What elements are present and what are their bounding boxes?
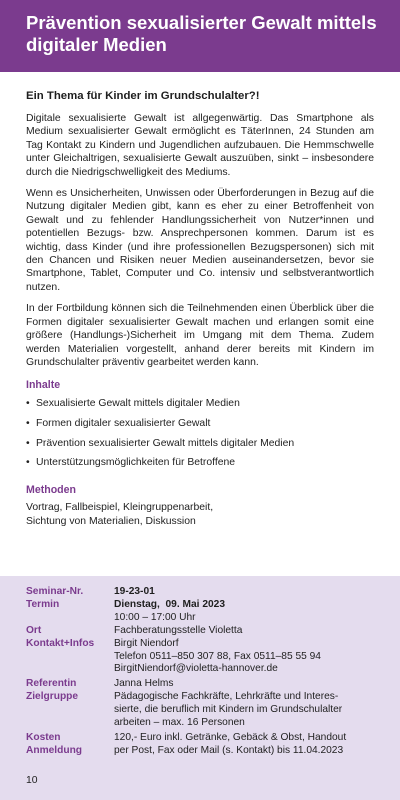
kontakt-value (114, 638, 378, 677)
methoden-heading: Methoden (26, 483, 77, 496)
info-row-zielgruppe (26, 691, 378, 730)
inhalte-list (26, 397, 374, 470)
referentin-label: Referentin (26, 678, 77, 690)
termin-value (114, 599, 378, 625)
zielgruppe-label: Zielgruppe (26, 691, 79, 703)
list-item: • Prävention sexualisierter Gewalt mittels digitaler Medien (26, 437, 374, 450)
info-box (0, 576, 400, 800)
kontakt-label: Kontakt+Infos (26, 637, 95, 649)
methoden-line-1: Vortrag, Fallbeispiel, Kleingruppenarbeit, (26, 502, 214, 514)
zielgruppe-line-2: sierte, die beruflich mit Kindern im Grundschulalter (114, 704, 343, 716)
header-banner (0, 0, 400, 72)
info-row-termin (26, 599, 378, 625)
methoden-text (26, 501, 374, 528)
info-row-anmeldung (26, 745, 378, 758)
termin-label: Termin (26, 598, 60, 610)
kontakt-name: Birgit Niendorf (114, 637, 179, 649)
kosten-label: Kosten (26, 731, 61, 743)
subtitle: Ein Thema für Kinder im Grundschulalter?! (26, 90, 260, 102)
zielgruppe-line-3: arbeiten – max. 16 Personen (114, 717, 245, 729)
list-item: • Formen digitaler sexualisierter Gewalt (26, 417, 374, 430)
intro-paragraph: Digitale sexualisierte Gewalt ist allgegenwärtig. Das Smartphone als Medium sexualisierter Gewalt ermöglicht es TäterInnen, 24 Stunden am Tag Kontakt zu Kindern und Jugendlichen aufzubauen. Die Hemmschwelle unter Gleichaltrigen, sexualisierte Gewalt auszuüben, sinkt – insbesondere durch die Niedrigschwelligkeit des Mediums. (26, 113, 374, 178)
anmeldung-value: per Post, Fax oder Mail (s. Kontakt) bis 11.04.2023 (114, 744, 344, 756)
zielgruppe-line-1: Pädagogische Fachkräfte, Lehrkräfte und Interes- (114, 691, 339, 703)
main-content (0, 89, 400, 528)
anmeldung-label: Anmeldung (26, 744, 83, 756)
zielgruppe-value (114, 691, 378, 730)
termin-time: 10:00 – 17:00 Uhr (114, 611, 196, 623)
seminar-label: Seminar-Nr. (26, 586, 84, 597)
info-row-kosten (26, 732, 378, 745)
kontakt-email[interactable]: BirgitNiendorf@violetta-hannover.de (114, 663, 278, 675)
seminar-value: 19-23-01 (114, 586, 155, 597)
termin-date: Dienstag, 09. Mai 2023 (114, 598, 225, 610)
info-row-referentin (26, 678, 378, 691)
kosten-value: 120,- Euro inkl. Getränke, Gebäck & Obst, Handout (114, 731, 347, 743)
page-title (26, 12, 380, 56)
list-item: • Sexualisierte Gewalt mittels digitaler Medien (26, 397, 374, 410)
training-paragraph: In der Fortbildung können sich die Teilnehmenden einen Überblick über die Formen digitaler sexualisierter Gewalt machen und erlangen somit eine größere (Handlungs-)Sicherheit im Umgang mit dem Thema. Zudem werden Materialien vorgestellt, anhand derer bereits mit Kindern im Grundschulalter präventiv gearbeitet werden kann. (26, 303, 374, 368)
ort-label: Ort (26, 624, 42, 636)
context-paragraph: Wenn es Unsicherheiten, Unwissen oder Überforderungen in Bezug auf die Nutzung digitaler Medien gibt, kann es eher zu einer Betroffenheit von Gewalt und zu fehlender Handlungssicherheit von Nutzer*innen und potentiellen Bezugs- bzw. Ansprechpersonen kommen. Darum ist es wichtig, dass Kinder (und ihre professionellen Bezugspersonen) sich mit den Chancen und Risiken neuer Medien auseinandersetzen, bevor sie Smartphone, Tablet, Computer und Co. intensiv und selbstverantwortlich nutzen. (26, 188, 374, 293)
title-line-1: Prävention sexualisierter Gewalt mittels (26, 12, 377, 33)
info-row-kontakt (26, 638, 378, 677)
list-item: • Unterstützungsmöglichkeiten für Betroffene (26, 456, 374, 469)
title-line-2: digitaler Medien (26, 34, 167, 55)
kontakt-phone: Telefon 0511–850 307 88, Fax 0511–85 55 94 (114, 650, 321, 662)
info-row-seminar (26, 586, 378, 599)
referentin-value: Janna Helms (114, 678, 174, 690)
page-number: 10 (26, 775, 38, 786)
info-row-ort (26, 625, 378, 638)
methoden-line-2: Sichtung von Materialien, Diskussion (26, 515, 196, 527)
ort-value: Fachberatungsstelle Violetta (114, 624, 243, 636)
inhalte-heading: Inhalte (26, 379, 61, 392)
